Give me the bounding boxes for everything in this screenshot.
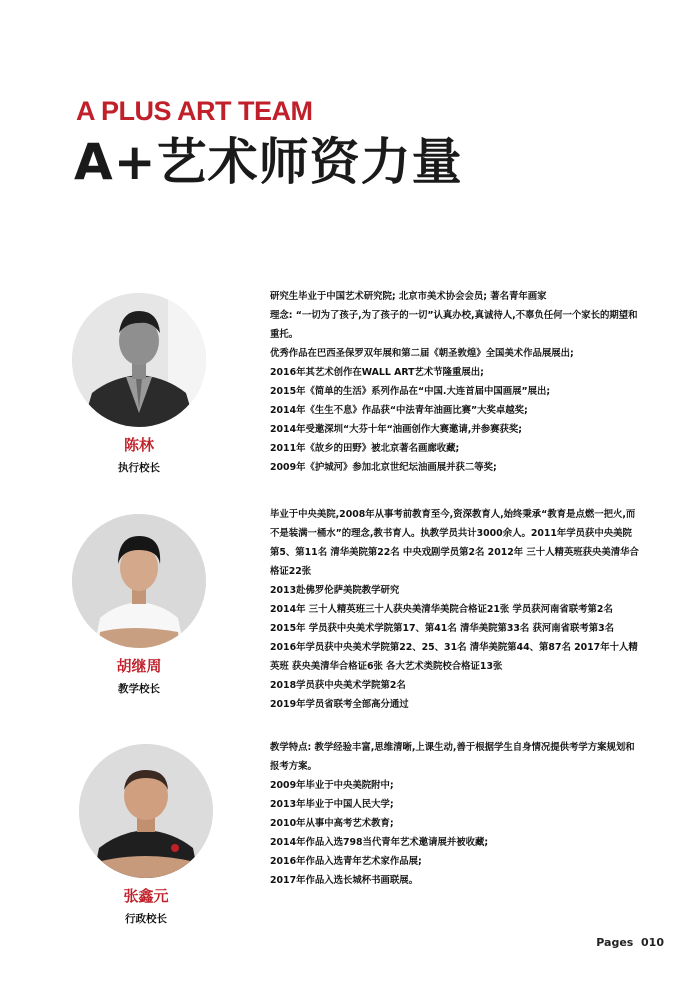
teacher-1-bio-line: 2016年其艺术创作在WALL ART艺术节隆重展出;: [270, 367, 484, 378]
teacher-1-bio-line: 2011年《故乡的田野》被北京著名画廊收藏;: [270, 443, 460, 454]
teacher-2-role: 教学校长: [118, 683, 160, 695]
teacher-2-name: 胡继周: [116, 657, 162, 675]
teacher-3-bio-line: 2013年毕业于中国人民大学;: [270, 799, 394, 810]
teacher-1-role: 执行校长: [118, 462, 160, 474]
teacher-3-bio: [270, 738, 640, 890]
teacher-2-bio-line: 毕业于中央美院,2008年从事考前教育至今,资深教育人,始终秉承“教育是点燃一把火,而不是装满一桶水”的理念,教书育人。执教学员共计3000余人。2011年学员获中央美院第5、第11名 清华美院第22名 中央戏剧学员第2名 2012年 三十人精英班获央美清华合格证22张: [270, 509, 639, 577]
header-title-en: A PLUS ART TEAM: [76, 96, 313, 126]
teacher-3-bio-line: 2010年从事中高考艺术教育;: [270, 818, 394, 829]
teacher-1-bio-line: 2009年《护城河》参加北京世纪坛油画展并获二等奖;: [270, 462, 497, 473]
teacher-2-bio: [270, 505, 640, 714]
teacher-2-portrait: [72, 514, 206, 648]
teacher-1-name: 陈林: [123, 436, 154, 454]
teacher-1-bio-line: 研究生毕业于中国艺术研究院; 北京市美术协会会员; 著名青年画家: [270, 291, 547, 302]
page-number: [596, 936, 664, 949]
teacher-3-photo: [79, 744, 213, 878]
teacher-1-portrait: [72, 293, 206, 427]
teacher-3-bio-line: 2014年作品入选798当代青年艺术邀请展并被收藏;: [270, 837, 489, 848]
teacher-3-bio-line: 2016年作品入选青年艺术家作品展;: [270, 856, 422, 867]
teacher-2-bio-line: 2013赴佛罗伦萨美院教学研究: [270, 585, 400, 596]
teacher-1-bio-line: 理念: “一切为了孩子,为了孩子的一切”认真办校,真诚待人,不辜负任何一个家长的期望和重托。: [270, 310, 638, 340]
teacher-3-role: 行政校长: [125, 913, 167, 925]
header-title-cn: A+艺术师资力量: [74, 133, 463, 191]
teacher-3-bio-line: 教学特点: 教学经验丰富,思维清晰,上课生动,善于根据学生自身情况提供考学方案规划和报考方案。: [270, 742, 635, 772]
teacher-1-bio-line: 优秀作品在巴西圣保罗双年展和第二届《朝圣敦煌》全国美术作品展展出;: [270, 348, 574, 359]
teacher-1-photo: [72, 293, 206, 427]
teacher-2-bio-line: 2019年学员省联考全部高分通过: [270, 699, 409, 710]
teacher-2-bio-line: 2018学员获中央美术学院第2名: [270, 680, 406, 691]
page-number-value: 010: [641, 936, 664, 949]
teacher-2-bio-line: 2014年 三十人精英班三十人获央美清华美院合格证21张 学员获河南省联考第2名 2015年 学员获中央美术学院第17、第41名 清华美院第33名 获河南省联考第3名 2016年学员获中央美术学院第22、25、31名 清华美院第44、第87名 2017年十人精英班 获央美清华合格证6张 各大艺术类院校合格证13张: [270, 604, 638, 672]
teacher-3-portrait: [79, 744, 213, 878]
teacher-2-photo: [72, 514, 206, 648]
teacher-1-bio: [270, 287, 640, 477]
teacher-3-bio-line: 2017年作品入选长城杯书画联展。: [270, 875, 418, 886]
teacher-3-bio-line: 2009年毕业于中央美院附中;: [270, 780, 394, 791]
teacher-1-bio-line: 2014年《生生不息》作品获“中法青年油画比赛”大奖卓越奖;: [270, 405, 528, 416]
teacher-3-name: 张鑫元: [123, 887, 169, 905]
page-label: Pages: [596, 936, 634, 949]
teacher-1-bio-line: 2014年受邀深圳“大芬十年“油画创作大赛邀请,并参赛获奖;: [270, 424, 522, 435]
teacher-1-bio-line: 2015年《简单的生活》系列作品在“中国.大连首届中国画展”展出;: [270, 386, 551, 397]
